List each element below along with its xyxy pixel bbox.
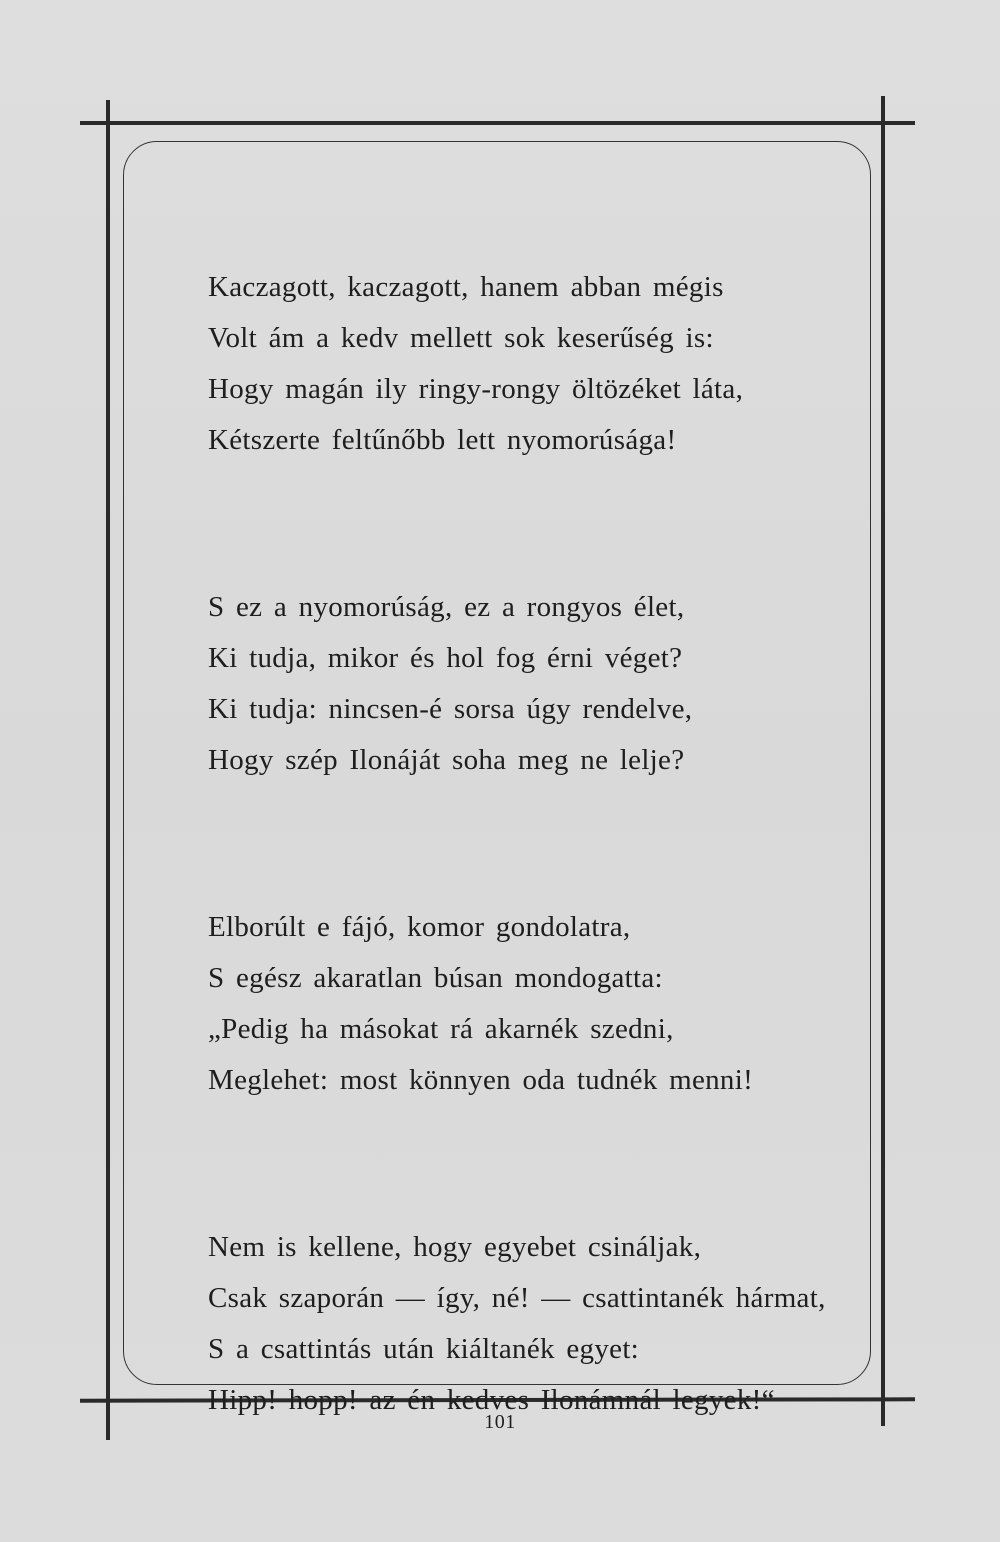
- poem-line: S ez a nyomorúság, ez a rongyos élet,: [208, 591, 685, 623]
- poem-line: Ki tudja: nincsen-é sorsa úgy rendelve,: [208, 693, 693, 725]
- stanza-3: [208, 902, 828, 1106]
- poem-line: S egész akaratlan búsan mondogatta:: [208, 962, 663, 994]
- frame-top-rule: [80, 121, 915, 125]
- poem-line: Elborúlt e fájó, komor gondolatra,: [208, 911, 631, 943]
- poem-line: Meglehet: most könnyen oda tudnék menni!: [208, 1064, 754, 1096]
- frame-left-rule: [106, 100, 110, 1440]
- poem-line: Csak szaporán — így, né! — csattintanék hármat,: [208, 1282, 826, 1314]
- poem-line: „Pedig ha másokat rá akarnék szedni,: [208, 1013, 674, 1045]
- poem-line: Kétszerte feltűnőbb lett nyomorúsága!: [208, 424, 677, 456]
- stanza-2: [208, 582, 828, 786]
- poem-text: [208, 262, 828, 1542]
- poem-line: Volt ám a kedv mellett sok keserűség is:: [208, 322, 714, 354]
- poem-line: Hogy szép Ilonáját soha meg ne lelje?: [208, 744, 685, 776]
- poem-line: S a csattintás után kiáltanék egyet:: [208, 1333, 640, 1365]
- poem-line: Nem is kellene, hogy egyebet csináljak,: [208, 1231, 702, 1263]
- poem-line: Hipp! hopp! az én kedves Ilonámnál legyek!“: [208, 1384, 775, 1416]
- stanza-4: [208, 1222, 828, 1426]
- page-number: 101: [484, 1411, 516, 1433]
- poem-line: Ki tudja, mikor és hol fog érni véget?: [208, 642, 683, 674]
- frame-right-rule: [881, 96, 885, 1426]
- poem-line: Hogy magán ily ringy-rongy öltözéket láta,: [208, 373, 744, 405]
- stanza-1: [208, 262, 828, 466]
- poem-line: Kaczagott, kaczagott, hanem abban mégis: [208, 271, 724, 303]
